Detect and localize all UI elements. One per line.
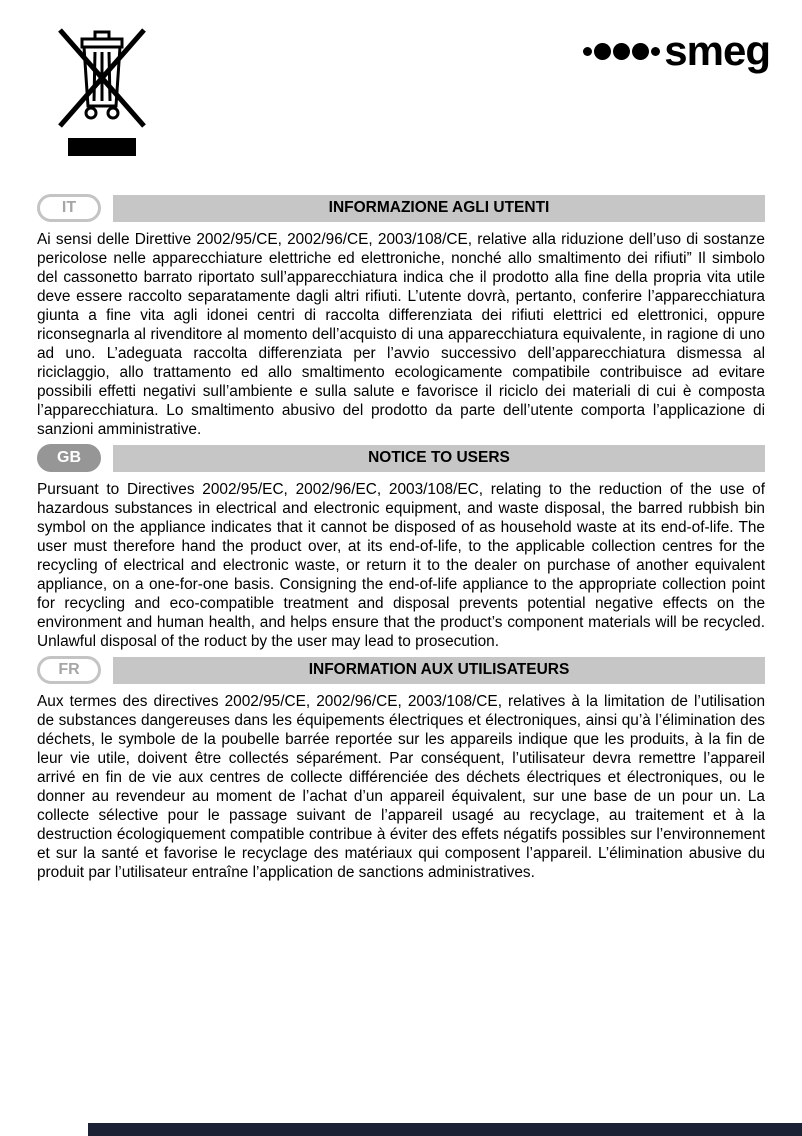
section-body-it: Ai sensi delle Direttive 2002/95/CE, 2002/96/CE, 2003/108/CE, relative alla riduzione dell’uso di sostanze pericolose nelle apparecchiature elettriche ed elettroniche, nonché allo smaltimento dei rifiuti” Il simbolo del cassonetto barrato riportato sull’apparecchiatura indica che il prodotto alla fine della propria vita utile deve essere raccolto separatamente dagli altri rifiuti. L’utente dovrà, pertanto, conferire l’apparecchiatura giunta a fine vita agli idonei centri di raccolta differenziata dei rifiuti elettrici ed elettronici, oppure riconsegnarla al rivenditore al momento dell’acquisto di una apparecchiatura equivalente, in ragione di uno ad uno. L’adeguata raccolta differenziata per l’avvio successivo dell’apparecchiatura dismessa al riciclaggio, allo trattamento ed allo smaltimento ecologicamente compatibile contribuisce ad evitare possibili effetti negativi sull’ambiente e sulla salute e favorisce il riciclo dei materiali di cui è composta l’apparecchiatura. Lo smaltimento abusivo del prodotto da parte dell’utente comporta l’applicazione di sanzioni amministrative. [37, 231, 765, 438]
language-badge-fr: FR [37, 656, 101, 684]
logo-dot-icon [651, 47, 660, 56]
weee-symbol [52, 22, 152, 156]
section-header-french [37, 656, 765, 684]
footer-bar [88, 1123, 802, 1136]
logo-dot-icon [613, 43, 630, 60]
section-body-fr: Aux termes des directives 2002/95/CE, 2002/96/CE, 2003/108/CE, relatives à la limitation de l’utilisation de substances dangereuses dans les équipements électriques et électroniques, ainsi qu’à l’élimination des déchets, le symbole de la poubelle barrée reportée sur les appareils indique que les produits, à la fin de leur vie utile, doivent être collectés séparément. Par conséquent, l’utilisateur devra remettre l’appareil arrivé en fin de vie aux centres de collecte différenciée des déchets électriques et électroniques, ou le donner au revendeur au moment de l’achat d’un appareil équivalent, sur une base de un pour un. La collecte sélective pour le passage suivant de l’appareil usagé au recyclage, au traitement et à la destruction écologiquement compatible contribue à éviter des effets négatifs possibles sur l’environnement et sur la santé et favorise le recyclage des matériaux qui composent l’appareil. L’élimination abusive du produit par l’utilisateur entraîne l’application de sanctions administratives. [37, 693, 765, 881]
section-header-english [37, 444, 765, 472]
page-content [37, 194, 765, 887]
logo-dot-icon [583, 47, 592, 56]
smeg-logo [583, 27, 770, 74]
section-header-italian [37, 194, 765, 222]
section-title-fr: INFORMATION AUX UTILISATEURS [308, 661, 570, 678]
section-italian [37, 194, 765, 439]
logo-dot-icon [594, 43, 611, 60]
section-title-bar-it [113, 195, 765, 222]
weee-black-bar [68, 138, 136, 156]
section-title-gb: NOTICE TO USERS [368, 449, 510, 466]
section-body-gb: Pursuant to Directives 2002/95/EC, 2002/96/EC, 2003/108/EC, relating to the reduction of the use of hazardous substances in electrical and electronic equipment, and waste disposal, the barred rubbish bin symbol on the appliance indicates that it cannot be disposed of as household waste at its end-of-life. The user must therefore hand the product over, at its end-of-life, to the applicable collection centres for the recycling of electrical and electronic waste, or return it to the dealer on purchase of another equivalent appliance, on a one-for-one basis. Consigning the end-of-life appliance to the appropriate collection point for recycling and eco-compatible treatment and disposal prevents potential negative effects on the environment and human health, and helps ensure that the product’s component materials will be recycled. Unlawful disposal of the roduct by the user may lead to prosecution. [37, 481, 765, 650]
language-badge-it: IT [37, 194, 101, 222]
crossed-out-wheeled-bin-icon [52, 22, 152, 134]
section-french [37, 656, 765, 882]
section-english [37, 444, 765, 651]
smeg-logo-text: smeg [664, 27, 770, 74]
section-title-bar-gb [113, 445, 765, 472]
logo-dot-icon [632, 43, 649, 60]
section-title-it: INFORMAZIONE AGLI UTENTI [328, 199, 550, 216]
section-title-bar-fr [113, 657, 765, 684]
language-badge-gb: GB [37, 444, 101, 472]
